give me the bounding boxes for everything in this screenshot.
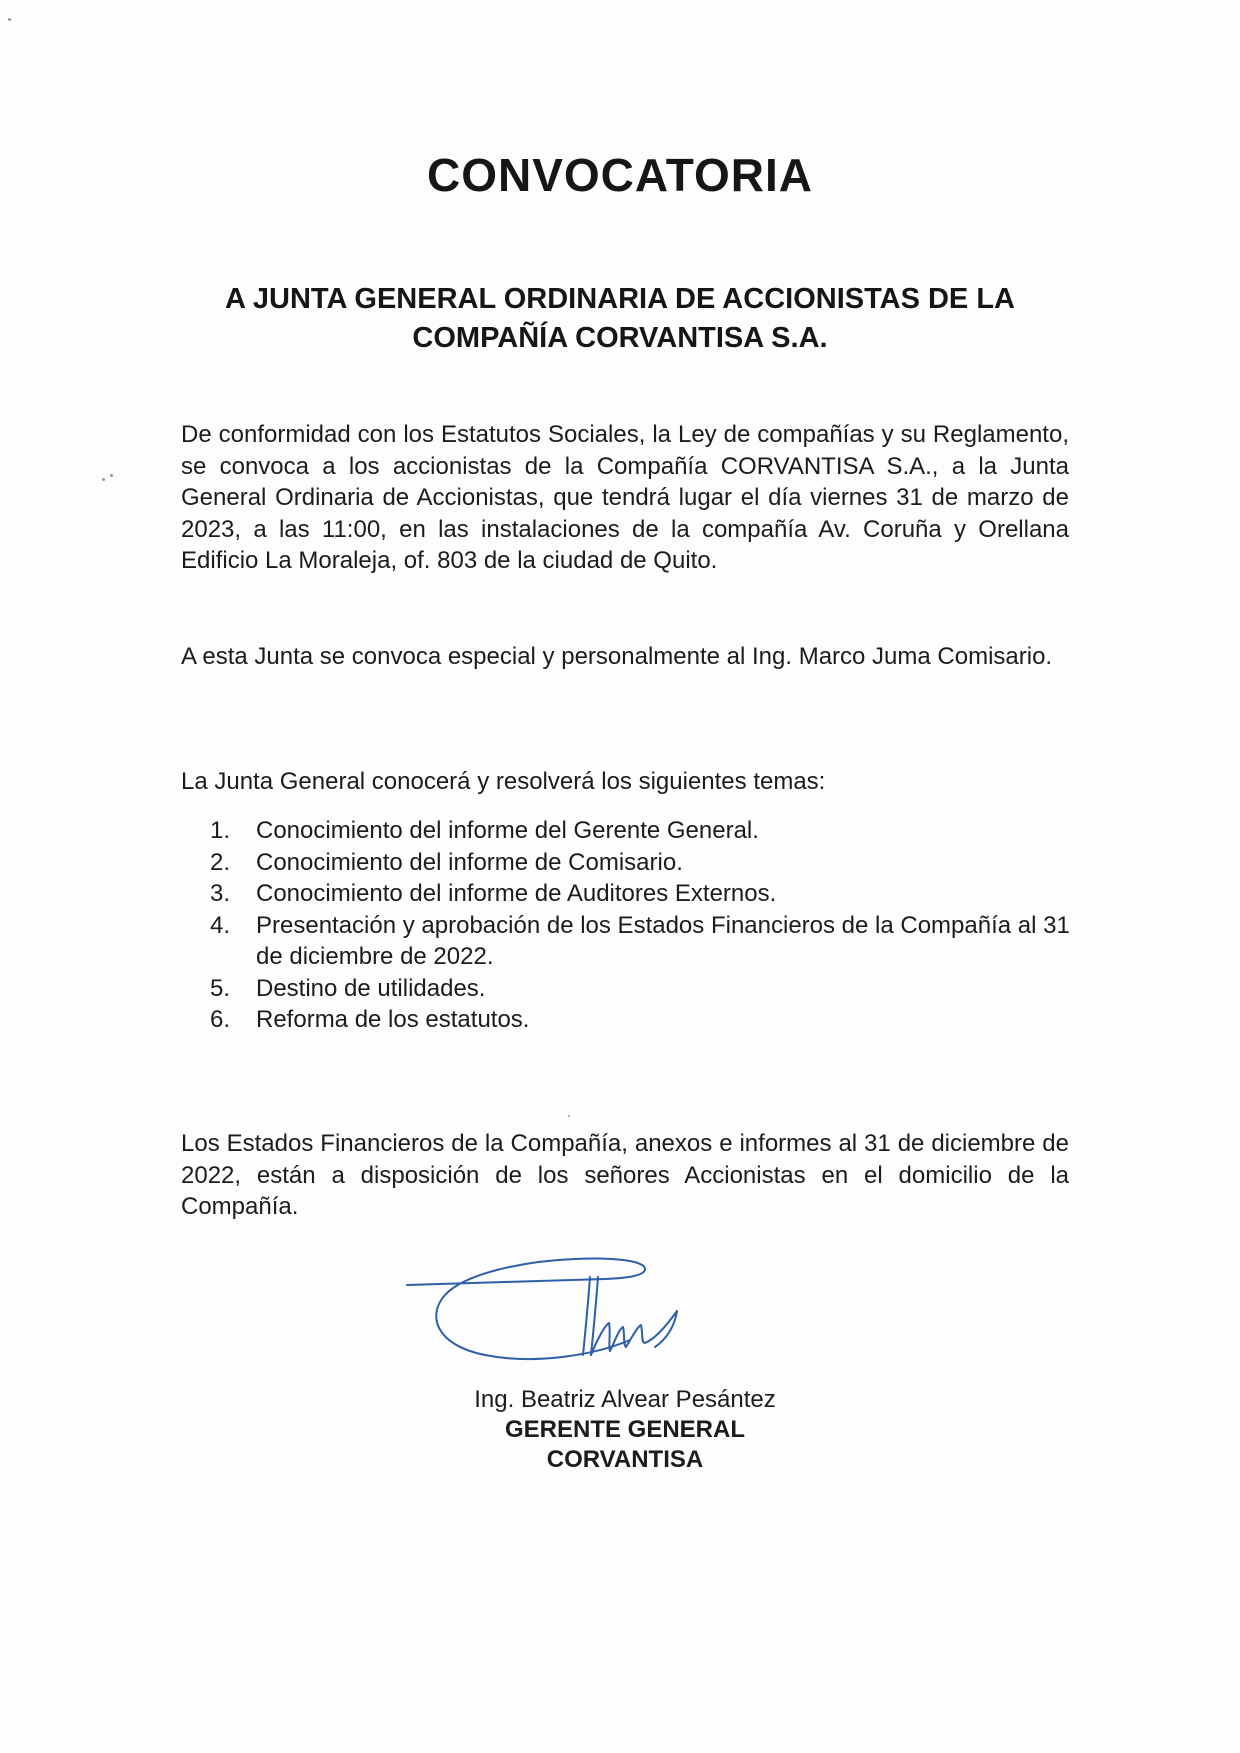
agenda-item [210,1004,1070,1036]
agenda-item-number: 6. [210,1006,231,1033]
signatory-role: GERENTE GENERAL [504,1416,746,1443]
scan-speck [8,18,11,21]
document-title: CONVOCATORIA [427,149,813,201]
agenda-item-number: 2. [210,848,231,876]
agenda-item-number: 5. [210,974,231,1002]
scan-speck [568,1115,570,1117]
agenda-item [210,910,1070,973]
document-subtitle [140,280,1100,358]
commissioner-paragraph: A esta Junta se convoca especial y personalmente al Ing. Marco Juma Comisario. [181,643,1053,670]
agenda-item [210,815,1070,847]
agenda-intro: La Junta General conocerá y resolverá los siguientes temas: [181,768,826,795]
agenda-list [210,815,1070,1036]
agenda-item [210,878,1070,910]
scan-speck [110,474,113,477]
agenda-item-text: Destino de utilidades. [256,974,486,1002]
scan-speck [102,478,105,481]
agenda-item-number: 3. [210,880,231,907]
agenda-item-text: Conocimiento del informe de Auditores Externos. [256,880,777,907]
subtitle-line-1: A JUNTA GENERAL ORDINARIA DE ACCIONISTAS DE LA [224,283,1015,315]
agenda-item [210,847,1070,879]
signatory-company: CORVANTISA [546,1446,704,1473]
agenda-item [210,973,1070,1005]
agenda-item-number: 1. [210,817,231,844]
convocation-paragraph: De conformidad con los Estatutos Sociales, la Ley de compañías y su Reglamento, se convoca a los accionistas de la Compañía CORVANTISA S.A., a la Junta General Ordinaria de Accionistas, que tendrá lugar el día viernes 31 de marzo de 2023, a las 11:00, en las instalaciones de la compañía Av. Coruña y Orellana Edificio La Moraleja, of. 803 de la ciudad de Quito. [181,421,1069,574]
agenda-item-number: 4. [210,911,231,939]
signatory-block [400,1385,850,1475]
signatory-name: Ing. Beatriz Alvear Pesántez [474,1386,776,1413]
agenda-item-text: Conocimiento del informe del Gerente General. [256,817,759,844]
subtitle-line-2: COMPAÑÍA CORVANTISA S.A. [412,322,828,354]
financial-statements-paragraph: Los Estados Financieros de la Compañía, anexos e informes al 31 de diciembre de 2022, están a disposición de los señores Accionistas en el domicilio de la Compañía. [181,1130,1069,1220]
agenda-item-text: Presentación y aprobación de los Estados Financieros de la Compañía al 31 de diciembre de 2022. [256,911,1070,970]
agenda-item-text: Reforma de los estatutos. [256,1006,530,1033]
agenda-item-text: Conocimiento del informe de Comisario. [256,848,683,876]
handwritten-signature [405,1255,695,1385]
